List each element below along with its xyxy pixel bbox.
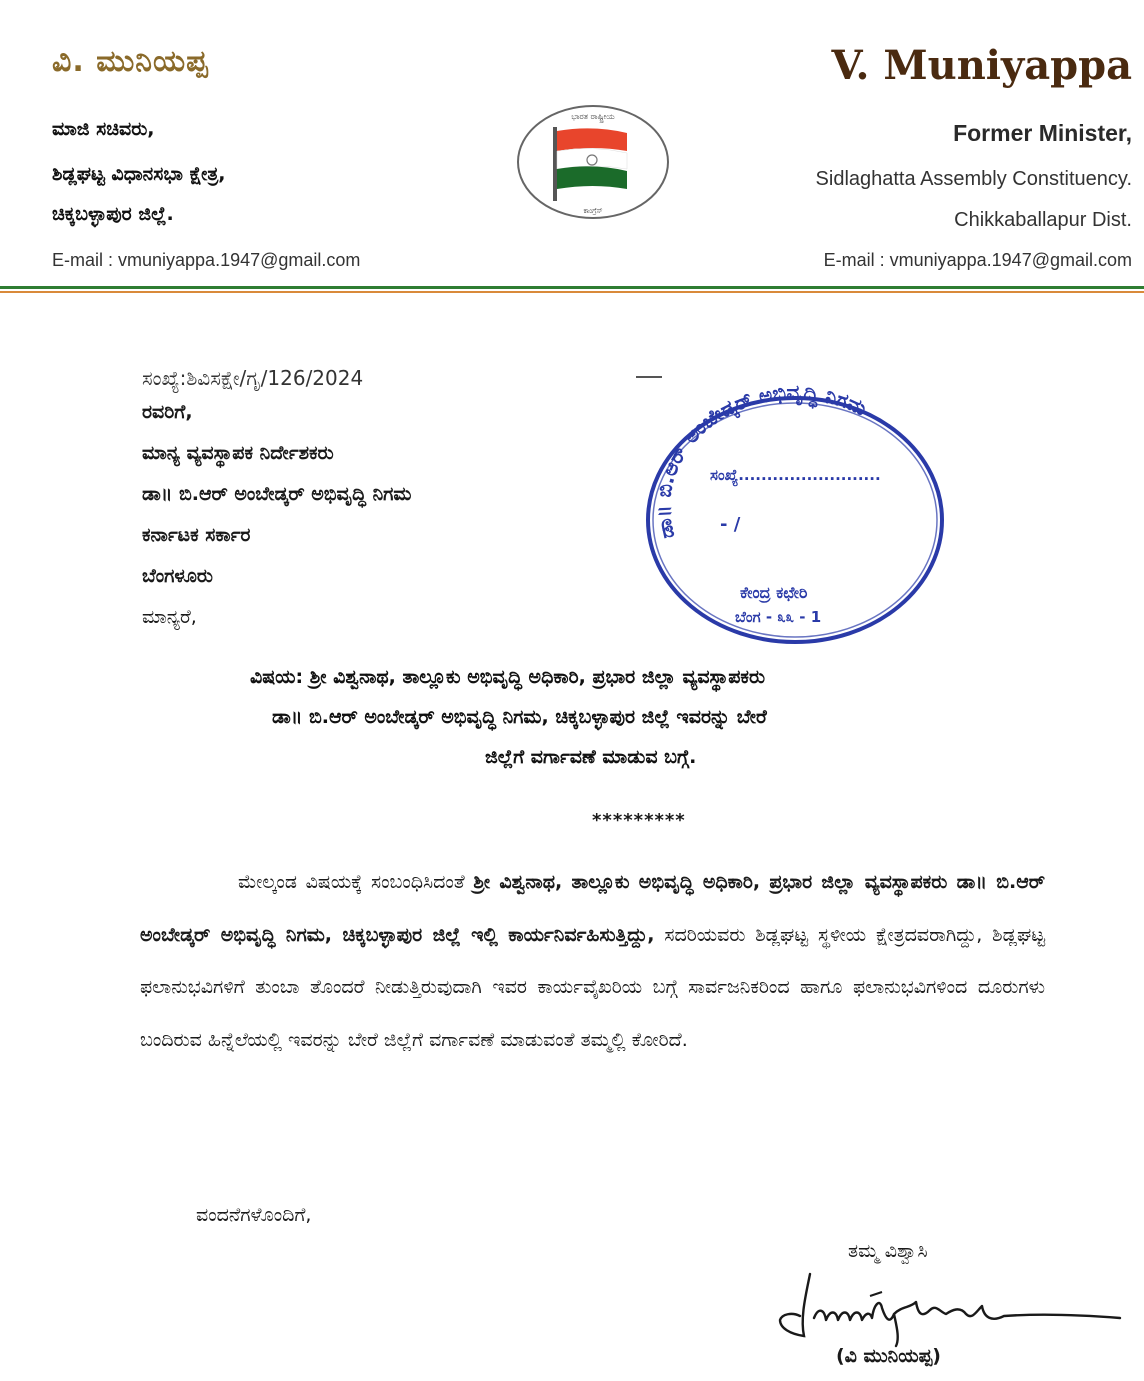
english-constituency: Sidlaghatta Assembly Constituency. — [815, 168, 1132, 190]
yours-faithfully: ತಮ್ಮ ವಿಶ್ವಾಸಿ — [848, 1240, 928, 1262]
recipient-government: ಕರ್ನಾಟಕ ಸರ್ಕಾರ — [142, 524, 251, 546]
signatory-name: (ವಿ ಮುನಿಯಪ್ಪ) — [836, 1345, 941, 1367]
kannada-district: ಚಿಕ್ಕಬಳ್ಳಾಪುರ ಜಿಲ್ಲೆ. — [52, 203, 174, 225]
logo-bottom-text: ಕಾಂಗ್ರೆಸ್ — [583, 207, 603, 215]
body-intro: ಮೇಲ್ಕಂಡ ವಿಷಯಕ್ಕೆ ಸಂಬಂಧಿಸಿದಂತೆ — [238, 871, 465, 893]
body-bold-text: ಶ್ರೀ ವಿಶ್ವನಾಥ, ತಾಲ್ಲೂಕು ಅಭಿವೃದ್ಧಿ ಅಧಿಕಾರಿ, ಪ್ರಭಾರ ಜಿಲ್ಲಾ ವ್ಯವಸ್ಥಾಪಕರು ಡಾ॥ ಬಿ.ಆರ್ ಅಂಬೇಡ್ಕರ್ ಅಭಿವೃದ್ಧಿ ನಿಗಮ, ಚಿಕ್ಕಬಳ್ಳಾಪುರ ಜಿಲ್ಲೆ ಇಲ್ಲಿ ಕಾರ್ಯನಿರ್ವಹಿಸುತ್ತಿದ್ದು, — [140, 871, 1045, 946]
reference-number: ಸಂಖ್ಯೆ:ಶಿವಿಸಕ್ಷೇ/ಗೃ/126/2024 — [142, 366, 364, 390]
closing: ವಂದನೆಗಳೊಂದಿಗೆ, — [196, 1204, 312, 1226]
english-district: Chikkaballapur Dist. — [954, 209, 1132, 231]
stamp-tick-mark — [636, 376, 662, 378]
english-designation: Former Minister, — [953, 120, 1132, 146]
body-rest: ಸದರಿಯವರು ಶಿಡ್ಲಘಟ್ಟ ಸ್ಥಳೀಯ ಕ್ಷೇತ್ರದವರಾಗಿದ್ದು, ಶಿಡ್ಲಘಟ್ಟ ಫಲಾನುಭವಿಗಳಿಗೆ ತುಂಬಾ ತೊಂದರೆ ನೀಡುತ್ತಿರುವುದಾಗಿ ಇವರ ಕಾರ್ಯವೈಖರಿಯ ಬಗ್ಗೆ ಸಾರ್ವಜನಿಕರಿಂದ ಹಾಗೂ ಫಲಾನುಭವಿಗಳಿಂದ ದೂರುಗಳು ಬಂದಿರುವ ಹಿನ್ನೆಲೆಯಲ್ಲಿ ಇವರನ್ನು ಬೇರೆ ಜಿಲ್ಲೆಗೆ ವರ್ಗಾವಣೆ ಮಾಡುವಂತೆ ತಮ್ಮಲ್ಲಿ ಕೋರಿದೆ. — [140, 923, 1045, 1051]
stamp-ring-text: ಡಾ॥ ಬಿ.ಆರ್ ಅಂಬೇಡ್ಕರ್ ಅಭಿವೃದ್ಧಿ ನಿಗಮ — [650, 379, 871, 541]
stamp-date-mark: - / — [720, 514, 741, 535]
english-email: E-mail : vmuniyappa.1947@gmail.com — [823, 250, 1132, 270]
signature-image — [770, 1268, 1140, 1348]
stamp-number-label: ಸಂಖ್ಯೆ......................... — [710, 466, 881, 484]
recipient-designation: ಮಾನ್ಯ ವ್ಯವಸ್ಥಾಪಕ ನಿರ್ದೇಶಕರು — [142, 442, 334, 464]
header-rule-green — [0, 286, 1144, 289]
subject-line-2: ಡಾ॥ ಬಿ.ಆರ್ ಅಂಬೇಡ್ಕರ್ ಅಭಿವೃದ್ಧಿ ನಿಗಮ, ಚಿಕ್ಕಬಳ್ಳಾಪುರ ಜಿಲ್ಲೆ ಇವರನ್ನು ಬೇರೆ — [272, 706, 767, 728]
subject-line-1: ವಿಷಯ: ಶ್ರೀ ವಿಶ್ವನಾಥ, ತಾಲ್ಲೂಕು ಅಭಿವೃದ್ಧಿ ಅಧಿಕಾರಿ, ಪ್ರಭಾರ ಜಿಲ್ಲಾ ವ್ಯವಸ್ಥಾಪಕರು — [250, 666, 766, 688]
header-rule-orange — [0, 291, 1144, 293]
body-paragraph — [140, 856, 1045, 1066]
kannada-constituency: ಶಿಡ್ಲಘಟ್ಟ ವಿಧಾನಸಭಾ ಕ್ಷೇತ್ರ, — [52, 163, 226, 185]
english-name: V. Muniyappa — [831, 42, 1132, 89]
kannada-designation: ಮಾಜಿ ಸಚಿವರು, — [52, 118, 155, 140]
stamp-place: ಬೆಂಗ - ೩೩ - 1 — [735, 608, 822, 626]
recipient-city: ಬೆಂಗಳೂರು — [142, 565, 213, 587]
subject-line-3: ಜಿಲ್ಲೆಗೆ ವರ್ಗಾವಣೆ ಮಾಡುವ ಬಗ್ಗೆ. — [485, 746, 697, 768]
salutation: ಮಾನ್ಯರೆ, — [142, 606, 197, 628]
recipient-organisation: ಡಾ॥ ಬಿ.ಆರ್ ಅಂಬೇಡ್ಕರ್ ಅಭಿವೃದ್ಧಿ ನಿಗಮ — [142, 483, 412, 505]
official-stamp — [640, 370, 950, 650]
to-label: ರವರಿಗೆ, — [142, 401, 193, 423]
party-logo-emblem — [515, 103, 671, 221]
kannada-name: ವಿ. ಮುನಿಯಪ್ಪ — [52, 44, 209, 79]
logo-top-text: ಭಾರತ ರಾಷ್ಟ್ರೀಯ — [571, 112, 615, 121]
separator-stars: ********* — [592, 810, 686, 831]
kannada-email: E-mail : vmuniyappa.1947@gmail.com — [52, 250, 361, 270]
stamp-office: ಕೇಂದ್ರ ಕಛೇರಿ — [740, 583, 808, 602]
